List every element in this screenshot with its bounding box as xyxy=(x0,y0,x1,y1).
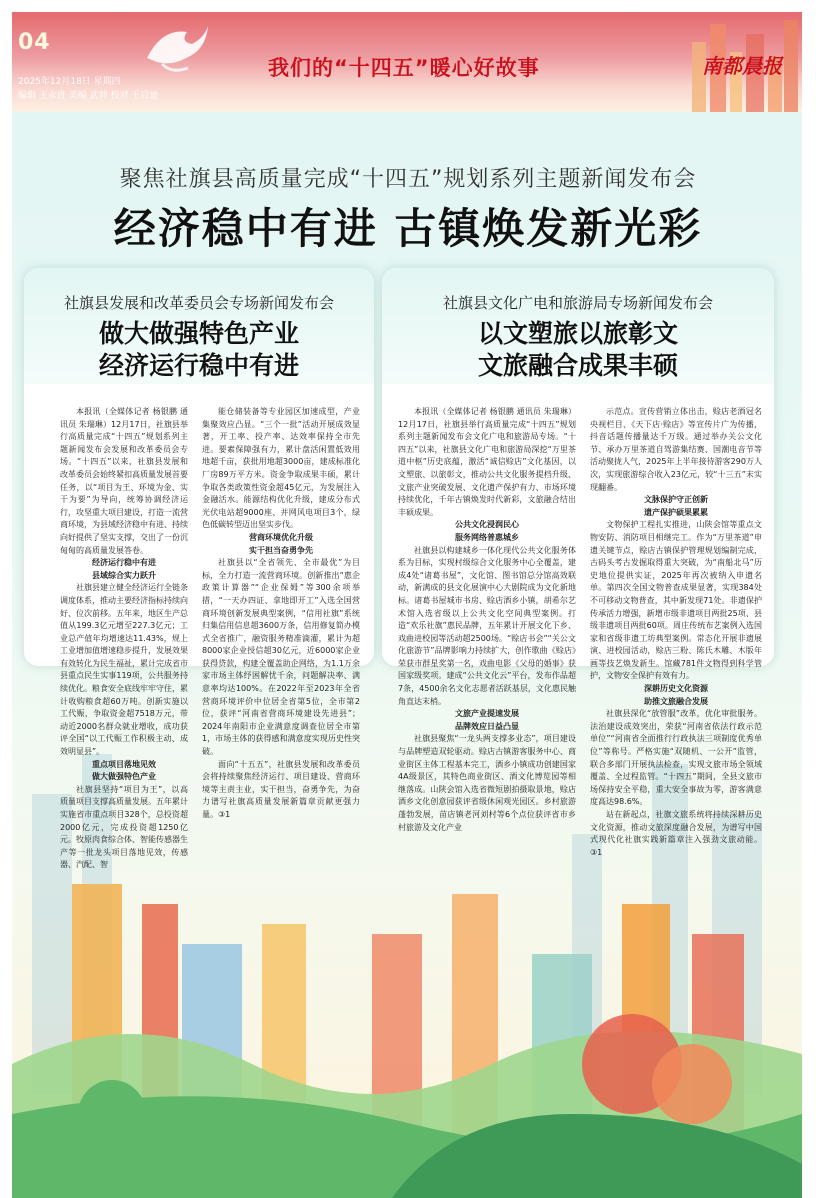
supertitle: 聚焦社旗县高质量完成“十四五”规划系列主题新闻发布会 xyxy=(119,167,697,192)
article-paragraph: 社旗县以“全省领先、全市最优”为目标，全力打造一流营商环境。创新推出“惠企政策计算器”“企业保姆”等300余项举措，“一天办四证、拿地即开工”入选全国营商环境创新发展典型案例，“信用社旗”系统归集信用信息超3600万条，信用修复简办模式全省推广，融资服务精准滴灌，累计为超8000家企业授信超30亿元，近6000家企业获得贷款，构建全覆盖助企网络，为1.1万余家市场主体纾困解忧千余，问题解决率、满意率均达100%。在2022年至2023年全省营商环境评价中位居全省第5位，全市第2位，获评“河南省营商环境建设先进县”；2024年南阳市企业满意度调查位居全市第1，市场主体的获得感和满意度实现历史性突破。 xyxy=(202,558,360,757)
article-paragraph: 示范点。宣传营销立体出击，赊店老酒冠名央视栏目、《天下店·赊店》等宣传片广为传播，抖音话题传播量达千万级。通过举办关公文化节、承办万里茶道自驾游集结赛、国潮电音节等活动聚拢人气，2025年上半年接待游客290万人次，实现旅游综合收入23亿元，较“十三五”末实现翻番。 xyxy=(590,407,762,492)
section-heading: 遗产保护硕果累累 xyxy=(644,507,708,517)
page-margin xyxy=(0,0,12,1198)
newspaper-brand-logo: 南都晨报 xyxy=(702,54,782,78)
section-heading: 服务网络普惠城乡 xyxy=(455,532,519,542)
article-column xyxy=(202,406,360,822)
article-paragraph: 社旗县深化“放管服”改革，优化审批服务。法治建设成效突出，荣获“河南省依法行政示范单位”“河南省全面推行行政执法三项制度优秀单位”等称号。严格实施“双随机、一公开”监管，联合多部门开展执法检查，实现文旅市场全领域覆盖、全过程监管。“十四五”期间，全县文旅市场保持安全平稳，重大安全事故为零，游客满意度高达98.6%。 xyxy=(590,709,762,807)
article-paragraph: 社旗县建立健全经济运行全链条调度体系，推动主要经济指标持续向好、位次前移。五年来，地区生产总值从199.3亿元增至227.3亿元；工业总产值年均增速达11.43%，规上工业增加值增速稳步提升，发展效果有效转化为民生福祉，累计完成省市县重点民生实事119项，公共服务持续优化。粮食安全底线牢牢守住，累计收购粮食超60万吨。创新实施以工代赈，争取资金超7518万元，带动近2000名群众就业增收，成功获评全国“以工代赈工作积极主动、成效明显县”。 xyxy=(60,583,188,757)
article-title-line1: 做大做强特色产业 xyxy=(98,319,299,348)
article-column xyxy=(398,406,576,834)
article-column xyxy=(60,406,188,872)
section-heading: 重点项目落地见效 xyxy=(92,759,156,769)
article-paragraph: 站在新起点，社旗文旅系统将持续深耕历史文化资源，推动文旅深度融合发展，为谱写中国式现代化社旗实践新篇章注入强劲文旅动能。③1 xyxy=(590,810,762,857)
article-subtitle: 社旗县发展和改革委员会专场新闻发布会 xyxy=(63,294,334,312)
section-heading: 文旅产业提速发展 xyxy=(455,709,519,719)
section-tagline: 我们的“十四五”暖心好故事 xyxy=(268,56,540,80)
article-paragraph: 能仓储装备等专业园区加速成型，产业集聚效应凸显。“三个一批”活动开展成效显著，开工率、投产率、达效率保持全市先进。要素保障强有力，累计盘活闲置低效用地超千亩，获批用地超3000亩，建成标准化厂房89万平方米。资金争取成果丰硕，累计争取各类政策性资金超45亿元，为发展注入金融活水。能源结构优化升级，建成分布式光伏电站超9000座、并网风电项目3个，绿色低碳转型迈出坚实步伐。 xyxy=(202,407,360,530)
section-heading: 经济运行稳中有进 xyxy=(92,558,156,568)
article-column xyxy=(590,406,762,859)
issue-meta xyxy=(18,75,158,103)
staff-line: 编辑 王永进 美编 武帅 校对 王启迪 xyxy=(18,91,159,101)
section-heading: 营商环境优化升级 xyxy=(249,532,313,542)
article-paragraph: 社旗县聚焦“一龙头两支撑多业态”，项目建设与品牌塑造双轮驱动。赊店古镇游客服务中心、商业街区主体工程基本完工，酒乡小镇成功创建国家4A级景区，其特色商业街区、酒文化博览园等相继落成。山陕会馆入选省微短剧拍摄取景地，赊店酒乡文化创意园获评省级休闲观光园区。乡村旅游蓬勃发展，苗店镇老河刘村等6个点位获评省市乡村旅游及文化产业 xyxy=(398,734,576,832)
section-heading: 品牌效应日益凸显 xyxy=(455,721,519,731)
section-heading: 助推文旅融合发展 xyxy=(644,696,708,706)
page-title: 经济稳中有进 古镇焕发新光彩 xyxy=(113,204,703,253)
section-heading: 做大做强特色产业 xyxy=(92,772,156,782)
article-header-left xyxy=(24,268,374,384)
section-heading: 公共文化浸润民心 xyxy=(455,520,519,530)
article-title-line2: 文旅融合成果丰硕 xyxy=(477,351,678,380)
section-heading: 县域综合实力跃升 xyxy=(92,570,156,580)
page-number: 04 xyxy=(18,30,51,55)
page-header xyxy=(12,12,802,112)
article-paragraph: 文物保护工程扎实推进，山陕会馆等重点文物安防、消防项目相继完工。作为“万里茶道”申遗关键节点，赊店古镇保护管理规划编制完成，古码头考古发掘取得重大突破，为“南船北马”历史地位提供实证，2025年再次被纳入申遗名单。第四次全国文物普查成果显著，实现384处不可移动文物普查，其中新发现71处。非遗保护传承活力增强，新增市级非遗项目两批25项、县级非遗项目两批60项。周庄传统布艺案例入选国家和省级非遗工坊典型案例。常态化开展非遗展演、进校园活动，赊店三粉、陈氏木雕、木版年画等技艺焕发新生。馆藏781件文物得到科学管护，文物安全保护有效有力。 xyxy=(590,520,762,681)
article-title-line2: 经济运行稳中有进 xyxy=(98,351,299,380)
article-paragraph: 面向“十五五”，社旗县发展和改革委员会将持续聚焦经济运行、项目建设、营商环境等主责主业，实干担当，奋勇争先，为奋力谱写社旗高质量发展新篇章贡献更强力量。③1 xyxy=(202,759,360,819)
section-heading: 文脉保护守正创新 xyxy=(644,495,708,505)
article-paragraph: 本报讯（全媒体记者 杨银鹏 通讯员 朱瑞琳）12月17日，社旗县举行高质量完成“十四五”规划系列主题新闻发布会发展和改革委员会专场。“十四五”以来，社旗县发展和改革委员会始终紧扣高质量发展首要任务，以“项目为王、环境为金、实干为要”为导向，统筹协调经济运行，攻坚重大项目建设，打造一流营商环境，为县域经济稳中有进、持续向好提供了坚实支撑，交出了一份沉甸甸的高质量发展答卷。 xyxy=(60,407,188,555)
section-heading: 深耕历史文化资源 xyxy=(644,684,708,694)
article-paragraph: 社旗县坚持“项目为王”，以高质量项目支撑高质量发展。五年累计实施省市重点项目328个，总投资超2000亿元，完成投资超1250亿元。牧原肉食综合体、智能传感器生产等一批龙头项目落地见效，传感器、汽配、智 xyxy=(60,784,188,870)
article-title xyxy=(24,318,374,382)
section-heading: 实干担当奋勇争先 xyxy=(249,545,313,555)
article-paragraph: 社旗县以构建城乡一体化现代公共文化服务体系为目标，实现村级综合文化服务中心全覆盖，建成4处“诸葛书屋”，文化馆、图书馆总分馆高效联动，新满成的县文化展演中心大剧院成为文化新地标。诸葛书屋城市书房、赊店酒乡小镇，胡希尔艺术馆入选省级以上公共文化空间典型案例。打造“欢乐社旗”惠民品牌，五年累计开展文化下乡、戏曲进校园等活动超2500场。“赊店书会”“关公文化旅游节”品牌影响力持续扩大，创作歌曲《赊店》荣获市群星奖第一名，戏曲电影《父母的婚事》获国家级奖项。建成“公共文化云”平台，发布作品超7条，4500余名文化志愿者活跃基层，文化惠民触角直达末梢。 xyxy=(398,545,576,706)
date-line: 2025年12月18日 星期四 xyxy=(18,77,121,87)
article-subtitle: 社旗县文化广电和旅游局专场新闻发布会 xyxy=(442,294,713,312)
dove-icon xyxy=(142,18,212,78)
article-title-line1: 以文塑旅以旅彰文 xyxy=(477,319,678,348)
article-title xyxy=(382,318,774,382)
page-margin xyxy=(802,0,816,1198)
article-header-right xyxy=(382,268,774,384)
article-paragraph: 本报讯（全媒体记者 杨银鹏 通讯员 朱瑞琳）12月17日，社旗县举行高质量完成“十四五”规划系列主题新闻发布会文化广电和旅游局专场。“十四五”以来，社旗县文化广电和旅游局深挖“万里茶道中枢”历史底蕴，激活“诚信赊店”文化基因，以文塑旅、以旅彰文，推动公共文化服务提档升级、文旅产业突破发展、文化遗产保护有力、市场环境持续优化，千年古镇焕发时代新彩，文旅融合结出丰硕成果。 xyxy=(398,407,576,517)
